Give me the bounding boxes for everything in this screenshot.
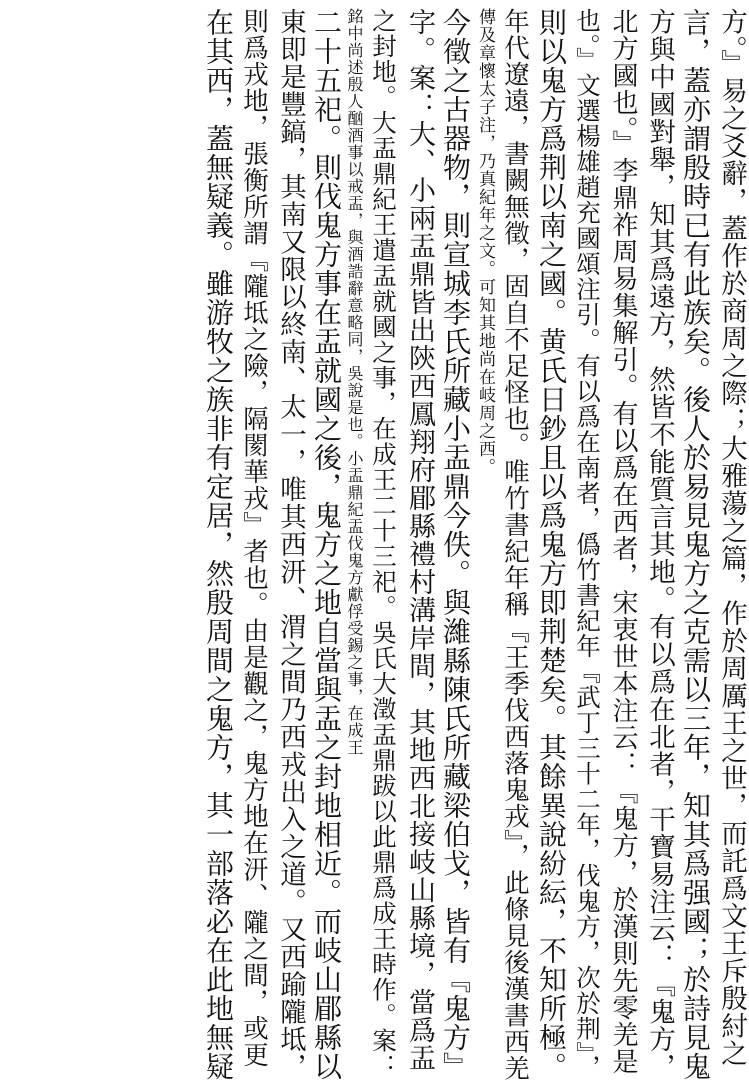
text-column-1: 方。』易之爻辭，蓋作於商周之際；大雅蕩之篇，作於周厲王之世，而託爲文王斥殷紂之 xyxy=(716,8,747,1068)
text-column-11: 之封地。大盂鼎紀王遣盂就國之事，在成王二十三祀。吳氏大澂盂鼎跋以此鼎爲成王時作。案： xyxy=(369,8,398,1079)
text-column-5: 也。』文選楊雄趙充國頌注引。有以爲在南者，僞竹書紀年『武丁三十二年，伐鬼方，次於荆』， xyxy=(573,8,602,1080)
text-column-9: 今徵之古器物，則宣城李氏所藏小盂鼎今佚。與濰縣陳氏所藏梁伯戈，皆有『鬼方』 xyxy=(439,8,472,1081)
text-column-10: 字。案：大、小兩盂鼎皆出陝西鳳翔府郿縣禮村溝岸間，其地西北接岐山縣境，當爲盂 xyxy=(404,8,435,1072)
text-column-15: 則爲戎地，張衡所謂『隴坻之險，隔閡華戎』者也。由是觀之，鬼方地在汧、隴之間，或更 xyxy=(239,8,269,1068)
text-column-3: 方與中國對舉，知其爲遠方，然皆不能質言其地。有以爲在北者，干寶易注云：『鬼方， xyxy=(644,8,675,1081)
text-column-4: 北方國也。』李鼎祚周易集解引。有以爲在西者，宋衷世本注云：『鬼方，於漢則先零羌是 xyxy=(608,8,638,1075)
text-column-16: 在其西，蓋無疑義。雖游牧之族非有定居，然殷周間之鬼方，其一部落必在此地無疑 xyxy=(202,8,235,1081)
annotation-column: 傳及章懷太子注，乃真紀年之文。可知其地尚在岐周之西。 xyxy=(475,8,495,476)
annotation-column-2: 銘中尚述殷人酗酒事以戒盂，與酒誥辭意略同，吳說是也。小盂鼎紀盂伐鬼方獻俘受錫之事，在成王 xyxy=(345,8,364,756)
text-column-14: 東即是豐鎬，其南又限以終南、太一，唯其西汧、渭之間乃西戎出入之道。又西踰隴坻， xyxy=(275,8,306,1081)
text-column-7: 年代遼遠，書闕無徵，固自不足怪也。唯竹書紀年稱『王季伐西落鬼戎』，此條見後漢書西羌 xyxy=(500,8,530,1082)
text-column-2: 言，蓋亦謂殷時已有此族矣。後人於易見鬼方之克需以三年，知其爲强國；於詩見鬼 xyxy=(679,8,712,1081)
text-column-6: 則以鬼方爲荆以南之國。黄氏日鈔且以爲鬼方即荆楚矣。其餘異說紛紜，不知所極。 xyxy=(535,8,568,1081)
text-column-13: 二十五祀。則伐鬼方事在盂就國之後，鬼方之地自當與盂之封地相近。而岐山郿縣以 xyxy=(310,8,343,1081)
